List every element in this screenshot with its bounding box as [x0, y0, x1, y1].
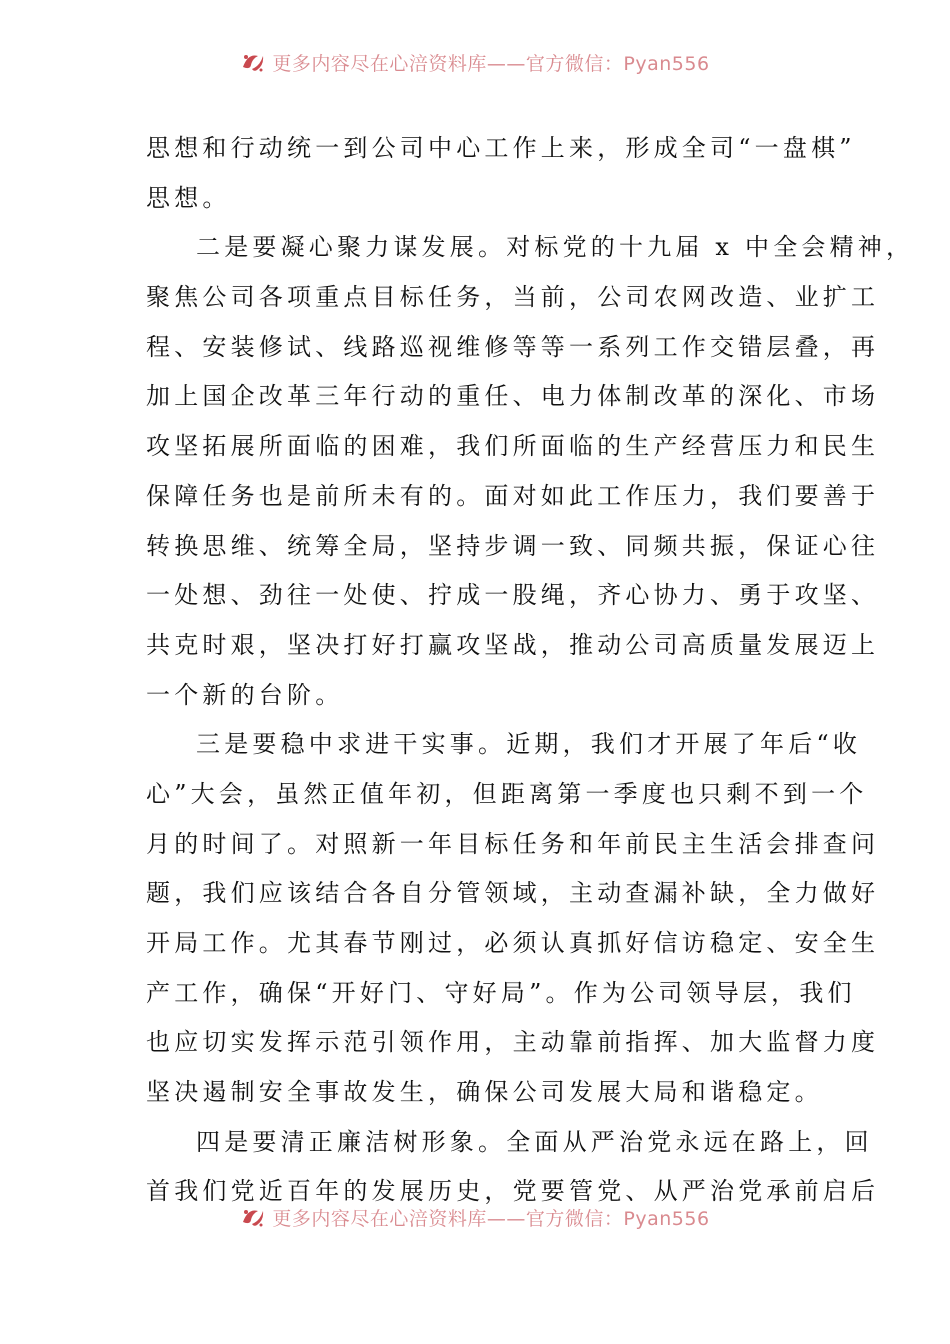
paragraph-line: 共克时艰，坚决打好打赢攻坚战，推动公司高质量发展迈上 — [146, 630, 880, 659]
paragraph-line: 思想。 — [146, 183, 231, 212]
paragraph-line: 一个新的台阶。 — [146, 680, 344, 709]
paragraph-line: 心”大会，虽然正值年初，但距离第一季度也只剩不到一个 — [146, 779, 868, 808]
dotted-logo-icon — [240, 51, 266, 73]
paragraph-line: 二是要凝心聚力谋发展。对标党的十九届 x 中全会精神， — [196, 233, 915, 262]
header-watermark — [0, 54, 950, 82]
paragraph-line: 首我们党近百年的发展历史，党要管党、从严治党承前启后 — [146, 1177, 880, 1206]
watermark-text: 更多内容尽在心涪资料库——官方微信：Pyan556 — [272, 52, 710, 75]
paragraph-line: 加上国企改革三年行动的重任、电力体制改革的深化、市场 — [146, 382, 880, 411]
paragraph-line: 产工作，确保“开好门、守好局”。作为公司领导层，我们 — [146, 978, 856, 1007]
paragraph-line: 聚焦公司各项重点目标任务，当前，公司农网改造、业扩工 — [146, 283, 880, 312]
paragraph-line: 三是要稳中求进干实事。近期，我们才开展了年后“收 — [196, 730, 862, 759]
dotted-logo-icon — [240, 1206, 266, 1228]
paragraph-line: 保障任务也是前所未有的。面对如此工作压力，我们要善于 — [146, 481, 880, 510]
paragraph-line: 思想和行动统一到公司中心工作上来，形成全司“一盘棋” — [146, 134, 856, 162]
watermark-text: 更多内容尽在心涪资料库——官方微信：Pyan556 — [272, 1207, 710, 1230]
paragraph-line: 一处想、劲往一处使、拧成一股绳，齐心协力、勇于攻坚、 — [146, 581, 880, 610]
paragraph-line: 也应切实发挥示范引领作用，主动靠前指挥、加大监督力度 — [146, 1028, 880, 1057]
paragraph-line: 程、安装修试、线路巡视维修等等一系列工作交错层叠，再 — [146, 332, 880, 361]
footer-watermark — [0, 1209, 950, 1237]
paragraph-line: 题，我们应该结合各自分管领域，主动查漏补缺，全力做好 — [146, 879, 880, 908]
paragraph-line: 月的时间了。对照新一年目标任务和年前民主生活会排查问 — [146, 829, 880, 858]
paragraph-line: 攻坚拓展所面临的困难，我们所面临的生产经营压力和民生 — [146, 432, 880, 461]
paragraph-line: 转换思维、统筹全局，坚持步调一致、同频共振，保证心往 — [146, 531, 880, 560]
document-body — [146, 124, 915, 1217]
paragraph-line: 四是要清正廉洁树形象。全面从严治党永远在路上，回 — [196, 1127, 873, 1156]
paragraph-line: 坚决遏制安全事故发生，确保公司发展大局和谐稳定。 — [146, 1078, 823, 1107]
paragraph-line: 开局工作。尤其春节刚过，必须认真抓好信访稳定、安全生 — [146, 929, 880, 957]
